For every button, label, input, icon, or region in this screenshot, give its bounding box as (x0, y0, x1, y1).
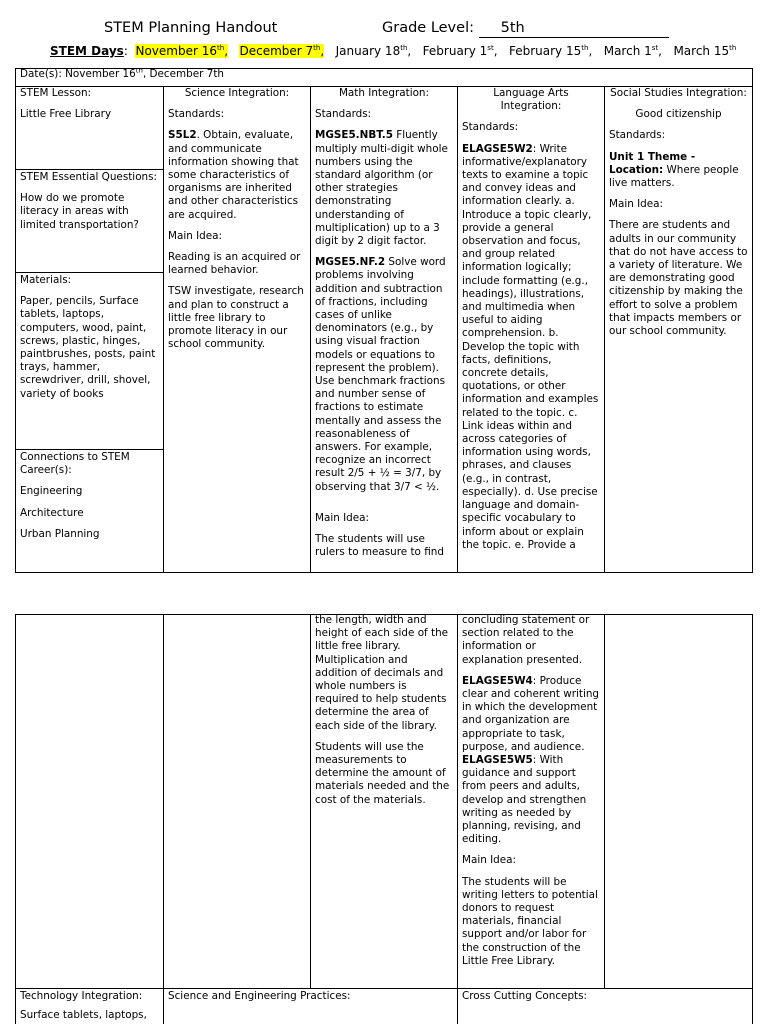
ela-standard-w4: ELAGSE5W4: Produce clear and coherent writing in which the development and organization are appropriate to task, purpose, and audience. (462, 674, 600, 753)
stem-days-list (135, 44, 736, 58)
materials-cell (16, 273, 163, 449)
ela-standard-w2-cont: concluding statement or section related to the information or explanation presented. (462, 614, 590, 666)
math-cell (311, 86, 457, 572)
materials-value: Paper, pencils, Surface tablets, laptops, computers, wood, paint, screws, plastic, hinges, paintbrushes, posts, paint trays, hammer, screwdriver, drill, shovel, variety of books (20, 295, 156, 400)
social-main-idea-label: Main Idea: (609, 198, 664, 211)
career-item: Architecture (20, 506, 84, 519)
page-title: STEM Planning Handout (104, 20, 278, 36)
science-tsw: TSW investigate, research and plan to construct a little free library to promote literacy in our school community. (168, 285, 304, 351)
science-main-idea: Reading is an acquired or learned behavior. (168, 251, 301, 277)
science-header: Science Integration: (184, 87, 290, 99)
career-item: Urban Planning (20, 527, 100, 540)
stem-day: January 18th, (335, 44, 412, 58)
social-theme: Unit 1 Theme - Location: Where people live matters. (609, 150, 739, 190)
science-main-idea-label: Main Idea: (168, 229, 223, 242)
math-main-idea-label: Main Idea: (315, 511, 370, 524)
ela-standard-w5: ELAGSE5W5: With guidance and support from peers and adults, develop and strengthen writing as needed by planning, revising, and editing. (462, 754, 587, 846)
science-standard: S5L2. Obtain, evaluate, and communicate information showing that some characteristics of organisms are inherited and other characteristics are acquired. (168, 129, 299, 221)
ela-main-idea-label: Main Idea: (462, 854, 517, 867)
social-main-idea: There are students and adults in our community that do not have access to a variety of literature. We are demonstrating good citizenship by making the effort to solve a problem that impacts members or our school community. (609, 219, 748, 338)
stem-lesson-cell (16, 86, 163, 169)
social-standards-label: Standards: (609, 129, 666, 142)
stem-lesson-value: Little Free Library (20, 108, 112, 121)
essential-questions-cell (16, 170, 163, 272)
career-item: Engineering (20, 485, 83, 498)
stem-day: November 16th, (135, 44, 229, 58)
stem-day: February 1st, (422, 44, 498, 58)
math-main-idea: The students will use rulers to measure to find (315, 533, 444, 559)
social-subheader: Good citizenship (635, 108, 722, 121)
grade-label: Grade Level: (382, 20, 474, 36)
ela-header: Language Arts Integration: (493, 87, 569, 113)
grade-value: 5th (479, 20, 669, 38)
math-measurements: Students will use the measurements to determine the amount of materials needed and the cost of the materials. (315, 740, 450, 806)
ela-cell-cont (458, 614, 604, 988)
ela-cell (458, 86, 604, 572)
math-header: Math Integration: (338, 87, 430, 99)
math-cell-cont (311, 614, 457, 988)
careers-label: Connections to STEM Career(s): (20, 451, 130, 477)
stem-day: March 15th (673, 44, 737, 58)
grade-level (382, 20, 669, 38)
essential-questions-label: STEM Essential Questions: (20, 171, 158, 183)
technology-label: Technology Integration: (20, 990, 143, 1002)
social-studies-cell (605, 86, 752, 572)
math-standard-nf2: MGSE5.NF.2 Solve word problems involving addition and subtraction of fractions, including cases of unlike denominators (e.g., by using visual fraction models or equations to represent the problem). Use benchmark fractions and number sense of fractions to estimate mentally and assess the reasonableness of answers. For example, recognize an incorrect result 2/5 + ½ = 3/7, by observing that 3/7 < ½. (315, 256, 446, 493)
math-standard-nbt5: MGSE5.NBT.5 Fluently multiply multi-digit whole numbers using the standard algorithm (or other strategies demonstrating understanding of multiplication) up to a 3 digit by 2 digit factor. (315, 129, 448, 248)
math-main-idea-cont: the length, width and height of each side of the little free library. Multiplication and addition of decimals and whole numbers is required to help students determine the area of each side of the library. (315, 614, 449, 732)
stem-lesson-label: STEM Lesson: (20, 87, 92, 99)
header-title-row (0, 20, 768, 40)
technology-value: Surface tablets, laptops, (20, 1009, 147, 1022)
ccc-cell (458, 989, 752, 1024)
stem-day: March 1st, (603, 44, 662, 58)
technology-cell (16, 989, 163, 1024)
stem-day: December 7th, (239, 44, 325, 58)
science-standards-label: Standards: (168, 108, 225, 121)
essential-questions-value: How do we promote literacy in areas with limited transportation? (20, 192, 139, 231)
stem-days-label: STEM Days (50, 44, 124, 58)
math-standards-label: Standards: (315, 108, 372, 121)
social-header: Social Studies Integration: (610, 87, 747, 99)
ela-standards-label: Standards: (462, 121, 519, 134)
ela-main-idea: The students will be writing letters to potential donors to request materials, financial support and/or labor for the construction of the Little Free Library. (462, 875, 598, 967)
sep-cell (164, 989, 457, 1024)
materials-label: Materials: (20, 274, 72, 286)
stem-days-row: STEM Days: November 16th, December 7th, January 18th, February 1st, February 15th, March 1st, March 15th (50, 44, 737, 58)
science-cell (164, 86, 310, 572)
stem-day: February 15th, (508, 44, 593, 58)
sep-label: Science and Engineering Practices: (168, 990, 351, 1002)
ela-standard-w2: ELAGSE5W2: Write informative/explanatory texts to examine a topic and convey ideas and information clearly. a. Introduce a topic clearly, provide a general observation and focus, and group related information logically; include formatting (e.g., headings), illustrations, and multimedia when useful to aiding comprehension. b. Develop the topic with facts, definitions, concrete details, quotations, or other information and examples related to the topic. c. Link ideas within and across categories of information using words, phrases, and clauses (e.g., in contrast, especially). d. Use precise language and domain-specific vocabulary to inform about or explain the topic. e. Provide a (462, 142, 599, 551)
dates-row: Date(s): November 16th, December 7th (20, 68, 224, 80)
ccc-label: Cross Cutting Concepts: (462, 990, 588, 1002)
careers-cell (16, 450, 163, 572)
